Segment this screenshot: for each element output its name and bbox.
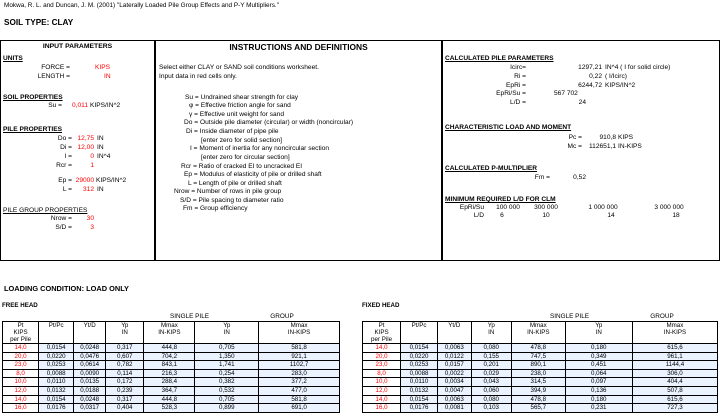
column-header: Pt/Pc — [401, 322, 438, 344]
units-header: UNITS — [3, 55, 23, 62]
pc-value: 910,8 — [599, 134, 616, 141]
ri-unit: ( I/Icirc) — [605, 73, 627, 80]
table-cell: 0,0220 — [401, 352, 438, 361]
ld-value: 24 — [578, 99, 586, 106]
length-label: LENGTH = — [37, 73, 70, 80]
table-cell: 0,0063 — [438, 344, 472, 353]
column-header: Pt KIPS per Pile — [3, 322, 39, 344]
table-cell: 0,239 — [106, 386, 144, 395]
di-label: Di = — [60, 144, 72, 151]
table-cell: 216,3 — [144, 369, 195, 378]
force-label: FORCE = — [41, 64, 70, 71]
table-cell: 0,172 — [106, 378, 144, 387]
fixed-head-title: FIXED HEAD — [362, 302, 400, 309]
fm-label: Fm = — [534, 174, 550, 181]
eprisu-label: EpRi/Su = — [496, 90, 526, 97]
mc-unit: IN-KIPS — [618, 143, 642, 150]
table-row — [363, 386, 718, 395]
ep-input[interactable]: 29000 — [75, 177, 94, 184]
table-row — [3, 369, 340, 378]
pt-input-cell[interactable]: 12,0 — [3, 386, 39, 395]
rcr-label: Rcr = — [56, 162, 72, 169]
def-su: Su = Undrained shear strength for clay — [185, 94, 299, 101]
free-group-label: GROUP — [270, 313, 294, 320]
table-cell: 477,0 — [259, 386, 340, 395]
table-cell: 314,5 — [511, 378, 565, 387]
table-cell: 615,6 — [632, 344, 717, 353]
ep-unit: KIPS/IN^2 — [96, 177, 127, 184]
table-cell: 0,0063 — [438, 395, 472, 404]
def-phi: φ = Effective friction angle for sand — [189, 102, 291, 109]
icirc-unit: IN^4 ( I for solid circle) — [605, 64, 671, 71]
free-head-title: FREE HEAD — [2, 302, 38, 309]
table-cell: 0,0317 — [74, 404, 106, 413]
do-input[interactable]: 12,75 — [77, 135, 94, 142]
table-cell: 364,7 — [144, 386, 195, 395]
free-head-table — [2, 321, 340, 413]
table-row — [363, 378, 718, 387]
column-header: Mmax IN-KIPS — [632, 322, 717, 344]
table-cell: 0,0022 — [438, 369, 472, 378]
table-cell: 0,0248 — [74, 395, 106, 404]
def-di-note: [enter zero for solid section] — [201, 137, 282, 144]
table-cell: 843,1 — [144, 361, 195, 370]
min-ld-row1-col1: 100 000 — [496, 204, 520, 211]
def-nrow: Nrow = Number of rows in pile group — [174, 188, 282, 195]
input-parameters-title: INPUT PARAMETERS — [42, 43, 113, 50]
table-cell: 0,0176 — [401, 404, 438, 413]
table-cell: 0,0176 — [39, 404, 74, 413]
def-i: I = Moment of inertia for any noncircular section — [190, 145, 330, 152]
def-sd: S/D = Pile spacing to diameter ratio — [180, 197, 284, 204]
table-row — [363, 404, 718, 413]
table-cell: 0,180 — [565, 344, 632, 353]
table-row — [3, 378, 340, 387]
citation: Mokwa, R. L. and Duncan, J. M. (2001) "Laterally Loaded Pile Group Effects and P-Y Multipliers." — [4, 2, 279, 9]
table-cell: 0,029 — [471, 369, 511, 378]
column-header: Mmax IN-KIPS — [144, 322, 195, 344]
table-cell: 444,8 — [144, 344, 195, 353]
min-ld-row2-col3: 14 — [607, 212, 615, 219]
pt-input-cell[interactable]: 20,0 — [363, 352, 401, 361]
table-row — [363, 344, 718, 353]
ri-value: 0,22 — [589, 73, 602, 80]
di-input[interactable]: 12,00 — [77, 144, 94, 151]
pc-unit: KIPS — [618, 134, 634, 141]
ri-label: Ri = — [514, 73, 526, 80]
table-cell: 0,155 — [471, 352, 511, 361]
table-row — [3, 386, 340, 395]
table-cell: 0,0122 — [438, 352, 472, 361]
sd-label: S/D = — [55, 224, 72, 231]
table-cell: 0,0088 — [39, 369, 74, 378]
min-ld-row1-col3: 1 000 000 — [588, 204, 618, 211]
column-header: Yp IN — [565, 322, 632, 344]
table-cell: 1102,7 — [259, 361, 340, 370]
sd-input[interactable]: 3 — [90, 224, 94, 231]
min-ld-row2-label: L/D — [473, 212, 484, 219]
ld-label: L/D = — [510, 99, 526, 106]
column-header: Mmax IN-KIPS — [259, 322, 340, 344]
force-input[interactable]: KIPS — [95, 64, 111, 71]
table-cell: 507,8 — [632, 386, 717, 395]
table-row — [363, 395, 718, 404]
table-cell: 444,8 — [144, 395, 195, 404]
table-cell: 0,043 — [471, 378, 511, 387]
table-cell: 528,3 — [144, 404, 195, 413]
rcr-input[interactable]: 1 — [90, 162, 94, 169]
min-ld-row1-col2: 300 000 — [534, 204, 558, 211]
table-cell: 0,317 — [106, 395, 144, 404]
i-input[interactable]: 0 — [90, 153, 94, 160]
def-ep: Ep = Modulus of elasticity of pile or drilled shaft — [184, 171, 322, 178]
column-header: Yp IN — [106, 322, 144, 344]
p-multiplier-title: CALCULATED P-MULTIPLIER — [445, 165, 538, 172]
table-row — [3, 361, 340, 370]
table-cell: 394,9 — [511, 386, 565, 395]
instructions-line-1: Select either CLAY or SAND soil conditions worksheet. — [159, 64, 319, 71]
soil-type-title: SOIL TYPE: CLAY — [4, 18, 74, 27]
def-do: Do = Outside pile diameter (circular) or width (noncircular) — [184, 119, 354, 126]
table-cell: 283,0 — [259, 369, 340, 378]
table-cell: 0,382 — [195, 378, 259, 387]
table-cell: 0,404 — [106, 404, 144, 413]
pt-input-cell[interactable]: 12,0 — [363, 386, 401, 395]
mc-value: 112651,1 — [588, 143, 616, 150]
su-input[interactable]: 0,011 — [71, 102, 88, 109]
table-cell: 0,0253 — [401, 361, 438, 370]
table-cell: 0,705 — [195, 344, 259, 353]
l-unit: IN — [97, 186, 104, 193]
table-cell: 0,0614 — [74, 361, 106, 370]
min-ld-row1-col4: 3 000 000 — [654, 204, 684, 211]
table-cell: 0,231 — [565, 404, 632, 413]
fm-value: 0,52 — [573, 174, 586, 181]
ep-label: Ep = — [58, 177, 72, 184]
table-row — [363, 352, 718, 361]
pt-input-cell[interactable]: 20,0 — [3, 352, 39, 361]
l-label: L = — [62, 186, 72, 193]
def-rcr: Rcr = Ratio of cracked EI to uncracked EI — [181, 163, 303, 170]
table-cell: 615,6 — [632, 395, 717, 404]
instructions-title: INSTRUCTIONS AND DEFINITIONS — [229, 42, 368, 52]
epri-unit: KIPS/IN^2 — [605, 82, 636, 89]
mc-label: Mc = — [567, 143, 582, 150]
table-cell: 727,3 — [632, 404, 717, 413]
table-cell: 0,0154 — [39, 395, 74, 404]
i-unit: IN^4 — [97, 153, 111, 160]
do-label: Do = — [57, 135, 72, 142]
table-cell: 0,114 — [106, 369, 144, 378]
table-cell: 0,607 — [106, 352, 144, 361]
table-cell: 0,180 — [565, 395, 632, 404]
table-row — [3, 344, 340, 353]
table-cell: 691,0 — [259, 404, 340, 413]
su-unit: KIPS/IN^2 — [90, 102, 121, 109]
table-cell: 0,705 — [195, 395, 259, 404]
table-cell: 0,0110 — [39, 378, 74, 387]
pt-input-cell[interactable]: 14,0 — [363, 395, 401, 404]
eprisu-value: 567 702 — [554, 90, 578, 97]
table-cell: 0,451 — [565, 361, 632, 370]
column-header: Yp IN — [471, 322, 511, 344]
column-header: Pt KIPS per Pile — [363, 322, 401, 344]
column-header: Yt/D — [74, 322, 106, 344]
table-cell: 1,741 — [195, 361, 259, 370]
table-cell: 0,532 — [195, 386, 259, 395]
min-ld-row2-col1: 6 — [500, 212, 504, 219]
table-cell: 0,060 — [471, 386, 511, 395]
pt-input-cell[interactable]: 14,0 — [3, 344, 39, 353]
table-cell: 1,350 — [195, 352, 259, 361]
pt-input-cell[interactable]: 23,0 — [363, 361, 401, 370]
pt-input-cell[interactable]: 14,0 — [363, 344, 401, 353]
column-header: Pt/Pc — [39, 322, 74, 344]
table-cell: 377,2 — [259, 378, 340, 387]
table-cell: 747,5 — [511, 352, 565, 361]
table-cell: 478,8 — [511, 395, 565, 404]
table-cell: 0,349 — [565, 352, 632, 361]
min-ld-row2-col4: 18 — [672, 212, 680, 219]
table-cell: 0,103 — [471, 404, 511, 413]
min-ld-row1-label: EpRi/Su — [459, 204, 484, 211]
pile-properties-header: PILE PROPERTIES — [3, 126, 62, 133]
table-row — [3, 352, 340, 361]
pt-input-cell[interactable]: 8,0 — [3, 369, 39, 378]
l-input[interactable]: 312 — [82, 186, 94, 193]
nrow-input[interactable]: 30 — [86, 215, 94, 222]
min-ld-row2-col2: 10 — [542, 212, 550, 219]
table-cell: 0,254 — [195, 369, 259, 378]
table-row — [3, 404, 340, 413]
table-cell: 0,0081 — [438, 404, 472, 413]
table-cell: 0,0154 — [401, 344, 438, 353]
table-cell: 404,4 — [632, 378, 717, 387]
column-header: Yp IN — [195, 322, 259, 344]
header-row — [3, 322, 340, 344]
table-cell: 0,0090 — [74, 369, 106, 378]
instructions-line-2: Input data in red cells only. — [159, 73, 237, 80]
def-fm: Fm = Group efficiency — [183, 205, 248, 212]
table-cell: 961,1 — [632, 352, 717, 361]
table-cell: 0,201 — [471, 361, 511, 370]
table-cell: 0,0476 — [74, 352, 106, 361]
nrow-label: Nrow = — [50, 215, 72, 222]
pt-input-cell[interactable]: 16,0 — [3, 404, 39, 413]
table-cell: 0,317 — [106, 344, 144, 353]
table-cell: 0,0132 — [401, 386, 438, 395]
do-unit: IN — [97, 135, 104, 142]
pile-group-properties-header: PILE GROUP PROPERTIES — [3, 207, 88, 214]
table-cell: 0,0135 — [74, 378, 106, 387]
free-single-pile-label: SINGLE PILE — [169, 313, 210, 320]
column-header: Mmax IN-KIPS — [511, 322, 565, 344]
epri-value: 6244,72 — [578, 82, 602, 89]
length-input[interactable]: IN — [104, 73, 111, 80]
table-cell: 890,1 — [511, 361, 565, 370]
fixed-group-label: GROUP — [650, 313, 674, 320]
pt-input-cell[interactable]: 10,0 — [363, 378, 401, 387]
table-cell: 0,0154 — [39, 344, 74, 353]
calculated-title: CALCULATED PILE PARAMETERS — [445, 55, 554, 62]
table-cell: 0,064 — [565, 369, 632, 378]
i-label: I = — [64, 153, 72, 160]
def-di: Di = Inside diameter of pipe pile — [186, 128, 279, 135]
table-row — [363, 361, 718, 370]
table-cell: 0,0034 — [438, 378, 472, 387]
table-cell: 0,136 — [565, 386, 632, 395]
table-cell: 581,8 — [259, 395, 340, 404]
fixed-head-table — [362, 321, 718, 413]
table-cell: 704,2 — [144, 352, 195, 361]
table-cell: 0,0088 — [401, 369, 438, 378]
table-cell: 0,0132 — [39, 386, 74, 395]
table-cell: 0,0157 — [438, 361, 472, 370]
table-cell: 1144,4 — [632, 361, 717, 370]
table-cell: 0,097 — [565, 378, 632, 387]
table-cell: 0,080 — [471, 395, 511, 404]
table-cell: 0,0248 — [74, 344, 106, 353]
icirc-value: 1297,21 — [578, 64, 602, 71]
table-cell: 0,899 — [195, 404, 259, 413]
pt-input-cell[interactable]: 10,0 — [3, 378, 39, 387]
table-cell: 238,0 — [511, 369, 565, 378]
table-cell: 0,0047 — [438, 386, 472, 395]
table-cell: 0,0110 — [401, 378, 438, 387]
table-cell: 0,0154 — [401, 395, 438, 404]
table-cell: 478,8 — [511, 344, 565, 353]
column-header: Yt/D — [438, 322, 472, 344]
loading-condition-title: LOADING CONDITION: LOAD ONLY — [4, 284, 129, 293]
di-unit: IN — [97, 144, 104, 151]
icirc-label: Icirc= — [510, 64, 526, 71]
def-gamma: γ = Effective unit weight for sand — [189, 111, 284, 118]
pc-label: Pc = — [568, 134, 582, 141]
pt-input-cell[interactable]: 8,0 — [363, 369, 401, 378]
table-cell: 288,4 — [144, 378, 195, 387]
table-cell: 0,782 — [106, 361, 144, 370]
table-cell: 921,1 — [259, 352, 340, 361]
soil-properties-header: SOIL PROPERTIES — [3, 94, 63, 101]
fixed-single-pile-label: SINGLE PILE — [549, 313, 590, 320]
table-cell: 565,7 — [511, 404, 565, 413]
def-l: L = Length of pile or drilled shaft — [188, 180, 282, 187]
table-row — [3, 395, 340, 404]
def-i-note: [enter zero for circular section] — [201, 154, 290, 161]
header-row — [363, 322, 718, 344]
table-cell: 0,0253 — [39, 361, 74, 370]
table-row — [363, 369, 718, 378]
table-cell: 0,080 — [471, 344, 511, 353]
su-label: Su = — [48, 102, 62, 109]
table-cell: 0,0188 — [74, 386, 106, 395]
pt-input-cell[interactable]: 23,0 — [3, 361, 39, 370]
table-cell: 581,8 — [259, 344, 340, 353]
characteristic-title: CHARACTERISTIC LOAD AND MOMENT — [445, 124, 572, 131]
pt-input-cell[interactable]: 16,0 — [363, 404, 401, 413]
pt-input-cell[interactable]: 14,0 — [3, 395, 39, 404]
table-cell: 306,0 — [632, 369, 717, 378]
table-cell: 0,0220 — [39, 352, 74, 361]
min-ld-title: MINIMUM REQUIRED L/D FOR CLM — [445, 196, 556, 203]
epri-label: EpRi = — [506, 82, 526, 89]
